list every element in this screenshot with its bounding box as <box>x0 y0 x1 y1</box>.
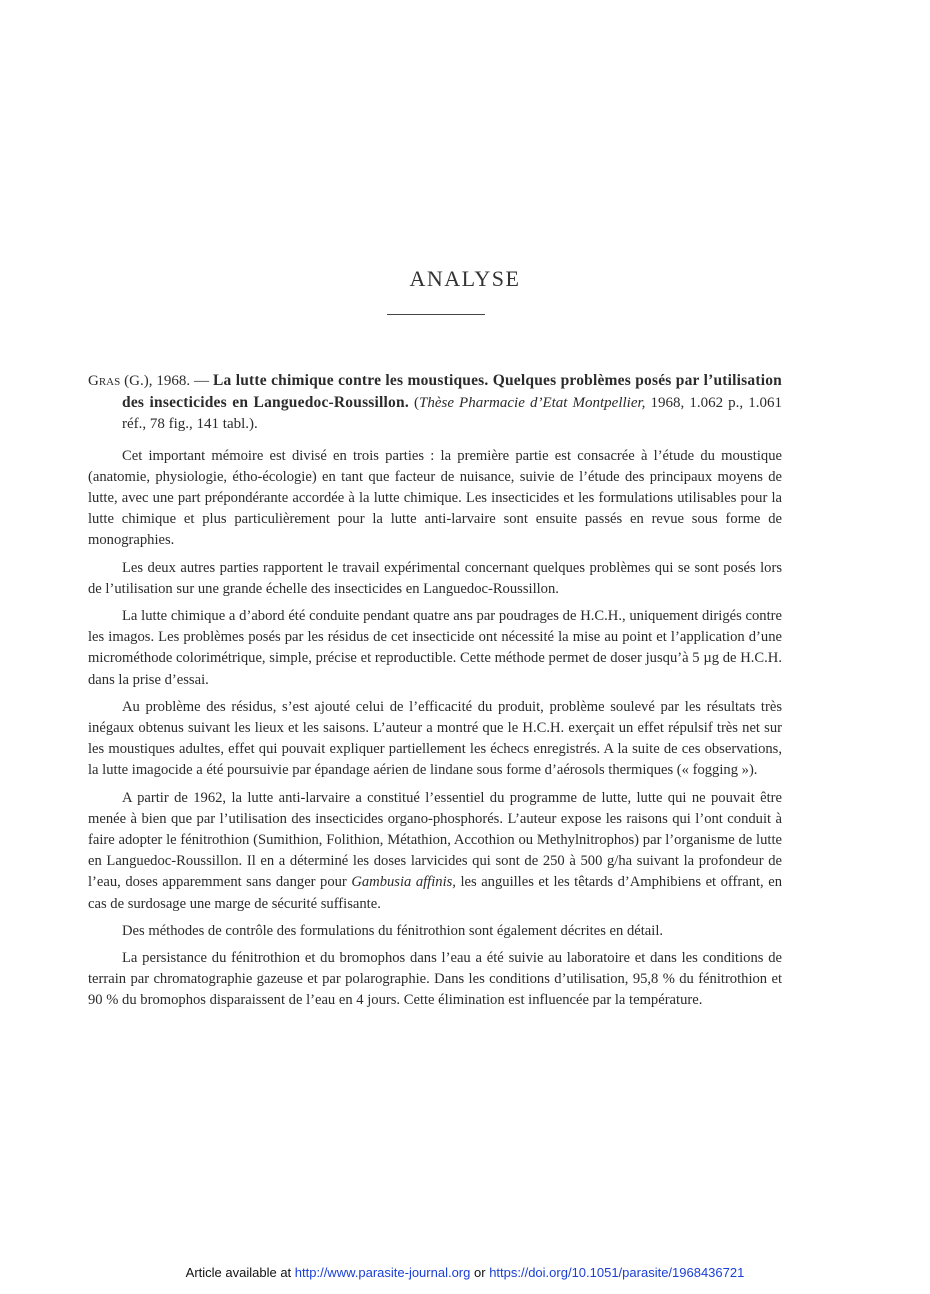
paragraph-4: Au problème des résidus, s’est ajouté celui de l’efficacité du produit, problème soulevé par les résultats très inégaux obtenus suivant les lieux et les saisons. L’auteur a montré que le H.C.H. exerçait un effet répulsif très net sur les moustiques adultes, effet qui pouvait expliquer partiellement les échecs enregistrés. A la suite de ces observations, la lutte imagocide a été poursuivie par épandage aérien de lindane sous forme d’aérosols thermiques (« fogging »). <box>88 698 782 779</box>
article-body <box>88 370 782 1018</box>
reference-author: Gras (G.), 1968. — <box>88 373 210 389</box>
reference-title: La lutte chimique contre les moustiques. Quelques problèmes posés par l’utilisation des insecticides en Languedoc-Roussillon. <box>122 372 782 412</box>
paragraph-5-part-a: A partir de 1962, la lutte anti-larvaire a constitué l’essentiel du programme de lutte, lutte qui ne pouvait être menée à bien que par l’utilisation des insecticides organo-phosphorés. L’auteur expose les raisons qui l’ont conduit à faire adopter le fénitrothion (Sumithion, Folithion, Métathion, Accothion ou Methylnitrophos) par l’organisme de lutte en Languedoc-Roussillon. Il en a déterminé les doses larvicides qui sont de 250 à 500 g/ha suivant la profondeur de l’eau, doses apparemment sans danger pour <box>88 789 782 891</box>
bibliographic-reference <box>88 370 782 436</box>
footer-middle: or <box>474 1265 486 1280</box>
page-title: ANALYSE <box>409 266 521 291</box>
paragraph-3: La lutte chimique a d’abord été conduite pendant quatre ans par poudrages de H.C.H., uniquement dirigés contre les imagos. Les problèmes posés par les résidus de cet insecticide ont nécessité la mise au point et l’application d’une microméthode colorimétrique, simple, précise et reproductible. Cette méthode permet de doser jusqu’à 5 µg de H.C.H. dans la prise d’essai. <box>88 608 782 688</box>
paragraph-1: Cet important mémoire est divisé en trois parties : la première partie est consacrée à l’étude du moustique (anatomie, physiologie, étho-écologie) en tant que facteur de nuisance, suivie de l’étude des principaux moyens de lutte, avec une part prépondérante accordée à la lutte chimique. Les insecticides et les formulations utilisables pour la lutte chimique et plus particulièrement pour la lutte anti-larvaire sont ensuite passés en revue sous forme de monographies. <box>88 447 782 549</box>
footer-prefix: Article available at <box>185 1265 292 1280</box>
reference-source: Thèse Pharmacie d’Etat Montpellier, <box>418 395 646 412</box>
availability-footer <box>0 1265 930 1280</box>
journal-link[interactable]: http://www.parasite-journal.org <box>294 1265 471 1280</box>
paragraph-5-part-b: les anguilles et les têtards d’Amphibiens et offrant, en cas de surdosage une marge de sécurité suffisante. <box>88 874 782 912</box>
reference-source-open: ( <box>413 395 419 412</box>
paragraph-5 <box>88 788 782 915</box>
reference-details: 1968, 1.062 p., 1.061 réf., 78 fig., 141 tabl.). <box>122 395 782 433</box>
doi-link[interactable]: https://doi.org/10.1051/parasite/1968436721 <box>489 1265 745 1280</box>
species-name: Gambusia affinis, <box>351 874 456 891</box>
paragraph-2: Les deux autres parties rapportent le travail expérimental concernant quelques problèmes qui se sont posés lors de l’utilisation sur une grande échelle des insecticides en Languedoc-Roussillon. <box>88 559 782 597</box>
title-rule <box>387 314 485 315</box>
paragraph-7: La persistance du fénitrothion et du bromophos dans l’eau a été suivie au laboratoire et dans les conditions de terrain par chromatographie gazeuse et par polarographie. Dans les conditions d’utilisation, 95,8 % du fénitrothion et 90 % du bromophos disparaissent de l’eau en 4 jours. Cette élimination est influencée par la température. <box>88 950 782 1009</box>
paragraph-6: Des méthodes de contrôle des formulations du fénitrothion sont également décrites en détail. <box>122 922 664 939</box>
